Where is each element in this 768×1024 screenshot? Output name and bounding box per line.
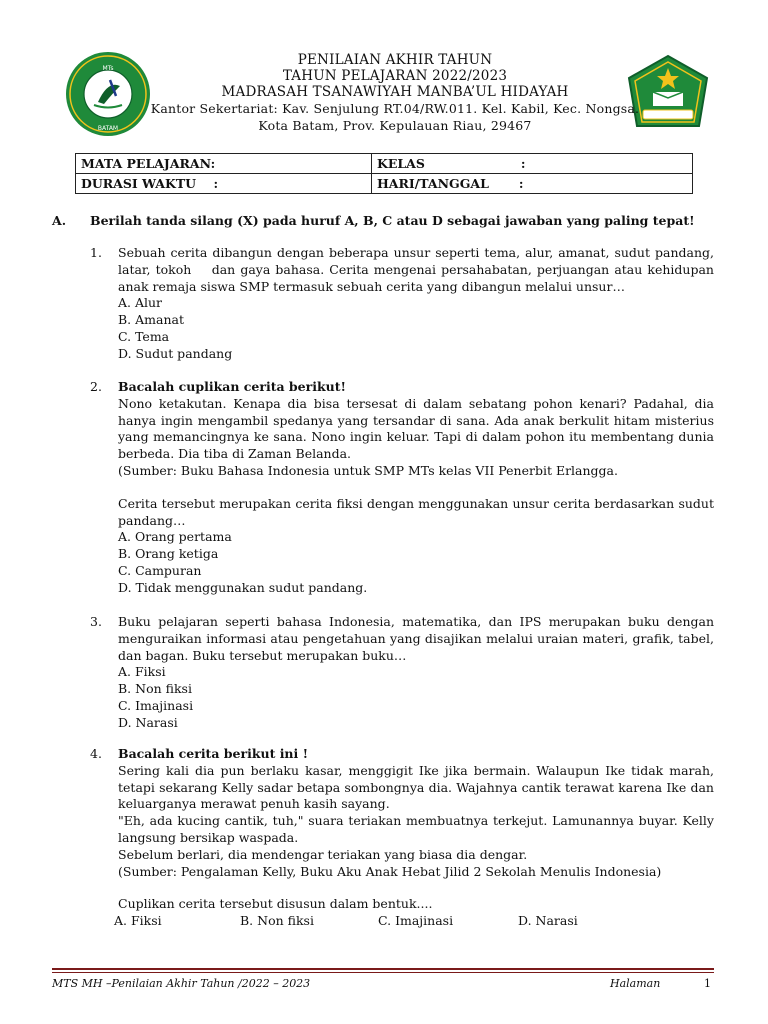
question-text: Cerita tersebut merupakan cerita fiksi dengan menggunakan unsur cerita berdasarkan sudut pandang…: [118, 495, 714, 528]
option-a[interactable]: A. Fiksi: [114, 913, 162, 929]
option-a[interactable]: A. Fiksi: [118, 664, 166, 680]
story-paragraph-3: Sebelum berlari, dia mendengar teriakan yang biasa dia dengar.: [118, 846, 528, 862]
academic-year: TAHUN PELAJARAN 2022/2023: [282, 68, 508, 84]
class-field: [372, 154, 693, 174]
option-a[interactable]: A. Alur: [118, 295, 163, 311]
office-address: Kantor Sekertariat: Kav. Senjulung RT.04/RW.011. Kel. Kabil, Kec. Nongsa.: [150, 101, 640, 116]
date-colon: :: [518, 176, 524, 191]
option-a[interactable]: A. Orang pertama: [118, 529, 232, 545]
story-paragraph-2: "Eh, ada kucing cantik, tuh," suara teriakan membuatnya terkejut. Lamunannya buyar. Kelly langsung bersikap waspada.: [118, 813, 714, 845]
school-header: [130, 52, 660, 134]
option-b[interactable]: B. Orang ketiga: [118, 546, 219, 562]
option-b[interactable]: B. Amanat: [118, 312, 184, 328]
logo-left-top-text: MTs: [102, 65, 114, 72]
question-3: [90, 614, 714, 732]
option-b[interactable]: B. Non fiksi: [240, 913, 314, 929]
passage-source: (Sumber: Buku Bahasa Indonesia untuk SMP MTs kelas VII Penerbit Erlangga.: [118, 462, 618, 478]
question-number: 1.: [90, 245, 102, 260]
option-d[interactable]: D. Tidak menggunakan sudut pandang.: [118, 579, 368, 595]
info-row: [76, 154, 693, 174]
passage-source: (Sumber: Pengalaman Kelly, Buku Aku Anak Hebat Jilid 2 Sekolah Menulis Indonesia): [118, 863, 662, 879]
question-number: 2.: [90, 379, 102, 394]
date-field: [372, 174, 693, 194]
section-a-instruction: [52, 213, 722, 228]
option-b[interactable]: B. Non fiksi: [118, 681, 192, 697]
option-d[interactable]: D. Narasi: [118, 714, 178, 730]
city-address: Kota Batam, Prov. Kepulauan Riau, 29467: [258, 118, 532, 133]
option-d[interactable]: D. Sudut pandang: [118, 345, 233, 361]
option-c[interactable]: C. Imajinasi: [378, 913, 454, 929]
question-text: Sebuah cerita dibangun dengan beberapa unsur seperti tema, alur, amanat, sudut pandang, latar, tokoh dan gaya bahasa. Cerita mengenai persahabatan, perjuangan atau kehidupan anak remaja siswa SMP termasuk sebuah cerita yang dibangun melalui unsur…: [118, 245, 718, 294]
info-row: [76, 174, 693, 194]
question-text: Buku pelajaran seperti bahasa Indonesia, matematika, dan IPS merupakan buku dengan menguraikan informasi atau pengetahuan yang disajikan melalui uraian materi, grafik, tabel, dan bagan. Buku tersebut merupakan buku…: [118, 614, 714, 663]
question-number: 4.: [90, 746, 102, 761]
question-lead: Bacalah cerita berikut ini !: [118, 746, 309, 761]
question-1: [90, 245, 718, 363]
exam-info-table: [75, 153, 693, 194]
footer-exam-label: MTS MH –Penilaian Akhir Tahun /2022 – 2023: [52, 977, 311, 990]
options-row: [114, 913, 714, 930]
footer-divider-thin: [52, 972, 714, 973]
question-passage: Nono ketakutan. Kenapa dia bisa tersesat di dalam sebatang pohon kenari? Padahal, dia hanya ingin mengambil spedanya yang tersandar di sana. Ada anak berkulit hitam misterius yang memancingnya ke sana. Nono ingin keluar. Tapi di dalam pohon itu membentang dunia berbeda. Dia tiba di Zaman Belanda.: [118, 395, 714, 462]
section-instruction-text: Berilah tanda silang (X) pada huruf A, B, C atau D sebagai jawaban yang paling tepat!: [90, 213, 695, 228]
subject-field: MATA PELAJARAN:: [76, 154, 372, 174]
option-c[interactable]: C. Tema: [118, 328, 170, 344]
class-label: KELAS: [377, 156, 425, 171]
footer-divider: [52, 968, 714, 970]
section-letter: A.: [52, 213, 67, 228]
logo-left-bottom-text: BATAM: [97, 125, 119, 132]
school-name: MADRASAH TSANAWIYAH MANBA’UL HIDAYAH: [221, 84, 569, 100]
date-label: HARI/TANGGAL: [377, 176, 489, 191]
question-number: 3.: [90, 614, 102, 629]
duration-field: DURASI WAKTU :: [76, 174, 372, 194]
option-c[interactable]: C. Imajinasi: [118, 697, 194, 713]
option-d[interactable]: D. Narasi: [518, 913, 578, 929]
footer-page-number: 1: [704, 977, 711, 990]
exam-title: PENILAIAN AKHIR TAHUN: [297, 52, 493, 68]
story-paragraph-1: Sering kali dia pun berlaku kasar, menggigit Ike jika bermain. Walaupun Ike tidak marah, tetapi sekarang Kelly sadar betapa sombongnya dia. Wajahnya cantik terawat karena Ike dan keluarganya merawat penuh kasih sayang.: [118, 762, 714, 812]
question-lead: Bacalah cuplikan cerita berikut!: [118, 379, 346, 394]
footer-page-label: Halaman: [610, 977, 661, 990]
question-text: Cuplikan cerita tersebut disusun dalam bentuk....: [118, 896, 433, 912]
question-4: [90, 746, 714, 930]
class-colon: :: [520, 156, 526, 171]
option-c[interactable]: C. Campuran: [118, 562, 202, 578]
question-2: [90, 379, 714, 597]
